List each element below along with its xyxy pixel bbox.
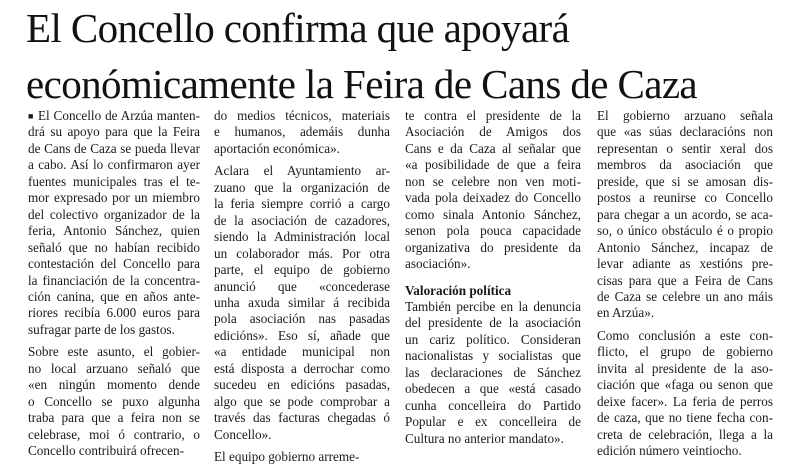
text-line: Cultura no anterior mandato». bbox=[405, 430, 564, 446]
text-line: do medios técnicos, materiais bbox=[214, 108, 390, 123]
text-line: edición número veintiocho. bbox=[597, 443, 742, 459]
text-line: feria, Antonio Sánchez, quien bbox=[28, 223, 200, 239]
text-line: de la asociación de cazadores, bbox=[214, 212, 390, 228]
headline bbox=[26, 0, 786, 112]
text-line: unha axuda similar á recibida bbox=[214, 294, 390, 310]
text-line: te contra el presidente de la bbox=[405, 108, 581, 123]
article-column-2 bbox=[214, 108, 390, 466]
text-line: Cans e da Caza al señalar que bbox=[405, 140, 581, 156]
text-line: deixe facer». La feria de perros bbox=[597, 393, 773, 409]
lead-bullet-icon: ■ bbox=[28, 111, 35, 121]
text-line: representan o sentir xeral dos bbox=[597, 140, 773, 156]
text-line: fuentes municipales tras el te- bbox=[28, 173, 200, 189]
text-line: un colaborador más. Por otra bbox=[214, 245, 390, 261]
article-column-1 bbox=[28, 108, 200, 460]
text-line: contestación del Concello para bbox=[28, 256, 200, 272]
text-line: También percibe en la denuncia bbox=[405, 298, 581, 314]
text-line: Popular e ex concelleira de bbox=[405, 414, 581, 430]
text-line: celebrase, moi ó contrario, o bbox=[28, 426, 200, 442]
text-line: so, o único obstáculo é o propio bbox=[597, 223, 773, 239]
text-line: preside, que si se amosan dis- bbox=[597, 173, 773, 189]
text-line: traba para que a feira non se bbox=[28, 410, 200, 426]
text-line: zuano que la organización de bbox=[214, 179, 390, 195]
text-line: cisas para que a Feira de Cans bbox=[597, 272, 773, 288]
text-line: Antonio Sánchez, incapaz de bbox=[597, 239, 773, 255]
text-line: anunció que «concederase bbox=[214, 278, 390, 294]
text-line: creta de celebración, llega a la bbox=[597, 426, 773, 442]
text-line: señaló que no habían recibido bbox=[28, 239, 200, 255]
text-line: un cariz político. Consideran bbox=[405, 331, 581, 347]
article-column-4 bbox=[597, 108, 773, 460]
text-line: aportación económica». bbox=[214, 140, 340, 156]
text-line: a cabo. Así lo confirmaron ayer bbox=[28, 157, 200, 173]
text-line: algo que se pode comprobar a bbox=[214, 393, 390, 409]
text-line: nacionalistas y socialistas que bbox=[405, 348, 581, 364]
headline-line: El Concello confirma que apoyará bbox=[26, 5, 570, 51]
text-line: cunha concelleira do Partido bbox=[405, 397, 581, 413]
text-line: postos a reunirse co Concello bbox=[597, 190, 773, 206]
text-line: Aclara el Ayuntamiento ar- bbox=[214, 163, 390, 179]
text-line: Concello contribuirá ofrecen- bbox=[28, 443, 184, 459]
text-line: Asociación de Amigos dos bbox=[405, 124, 581, 140]
text-line: «en ningún momento dende bbox=[28, 377, 200, 393]
text-line: Concello». bbox=[214, 426, 272, 442]
text-line: la financiación de la concentra- bbox=[28, 272, 200, 288]
text-line: de Cans de Caza se pueda llevar bbox=[28, 140, 200, 156]
text-line: ción canina, que en años ante- bbox=[28, 288, 200, 304]
text-line: pola asociación nas pasadas bbox=[214, 311, 390, 327]
text-line: levar adiante as xestións pre- bbox=[597, 256, 773, 272]
text-line: membros da asociación que bbox=[597, 157, 773, 173]
text-line: organizativa do presidente da bbox=[405, 239, 581, 255]
paragraph-gap bbox=[405, 273, 581, 283]
text-line: como sinala Antonio Sánchez, bbox=[405, 206, 581, 222]
text-line: Sobre este asunto, el gobier- bbox=[28, 344, 200, 360]
text-line: que «as súas declaracións non bbox=[597, 124, 773, 140]
text-line: senon pola pouca capacidade bbox=[405, 223, 581, 239]
text-line: El equipo gobierno arreme- bbox=[214, 449, 360, 465]
text-line: sufragar parte de los gastos. bbox=[28, 321, 175, 337]
text-line: non se celebre non ven moti- bbox=[405, 173, 581, 189]
text-line: edicións». Eso sí, añade que bbox=[214, 327, 390, 343]
text-line: e humanos, ademáis dunha bbox=[214, 124, 390, 140]
text-line: siendo la Administración local bbox=[214, 229, 390, 245]
text-line: «a posibilidade de que a feira bbox=[405, 157, 581, 173]
text-line: flicto, el grupo de gobierno bbox=[597, 344, 773, 360]
headline-line: económicamente la Feira de Cans de Caza bbox=[26, 61, 698, 107]
text-line: en Arzúa». bbox=[597, 305, 655, 321]
text-line: asociación». bbox=[405, 256, 471, 272]
article-column-3 bbox=[405, 108, 581, 447]
text-line: ciación que «faga ou senon que bbox=[597, 377, 773, 393]
text-line: sucedeu en edicións pasadas, bbox=[214, 377, 390, 393]
text-line: Como conclusión a este con- bbox=[597, 327, 773, 343]
text-line-content: El Concello de Arzúa manten- bbox=[34, 108, 200, 123]
text-line: no local arzuano señaló que bbox=[28, 360, 200, 376]
text-line: parte, el equipo de gobierno bbox=[214, 262, 390, 278]
text-line: para chegar a un acordo, se aca- bbox=[597, 206, 773, 222]
text-line: través das facturas chegadas ó bbox=[214, 410, 390, 426]
text-line: o Concello se puxo algunha bbox=[28, 393, 200, 409]
text-line: invita al presidente de la aso- bbox=[597, 360, 773, 376]
text-line: drá su apoyo para que la Feira bbox=[28, 124, 200, 140]
text-line: «a entidade municipal non bbox=[214, 344, 390, 360]
text-line: está disposta a derrochar como bbox=[214, 360, 390, 376]
text-line: las declaraciones de Sánchez bbox=[405, 364, 581, 380]
text-line: obedecen a que «está casado bbox=[405, 381, 581, 397]
text-line: del colectivo organizador de la bbox=[28, 206, 200, 222]
text-line bbox=[28, 108, 200, 124]
text-line: El gobierno arzuano señala bbox=[597, 108, 773, 123]
text-line: de caza, que no tiene fecha con- bbox=[597, 410, 773, 426]
text-line: del presidente de la asociación bbox=[405, 315, 581, 331]
text-line: de Caza se celebre un ano máis bbox=[597, 288, 773, 304]
text-line: vada pola deixadez do Concello bbox=[405, 190, 581, 206]
text-line: mor expresado por un miembro bbox=[28, 190, 200, 206]
text-line: riores recibía 6.000 euros para bbox=[28, 305, 200, 321]
text-line: la feria siempre corrió a cargo bbox=[214, 196, 390, 212]
section-subhead: Valoración política bbox=[405, 282, 512, 298]
